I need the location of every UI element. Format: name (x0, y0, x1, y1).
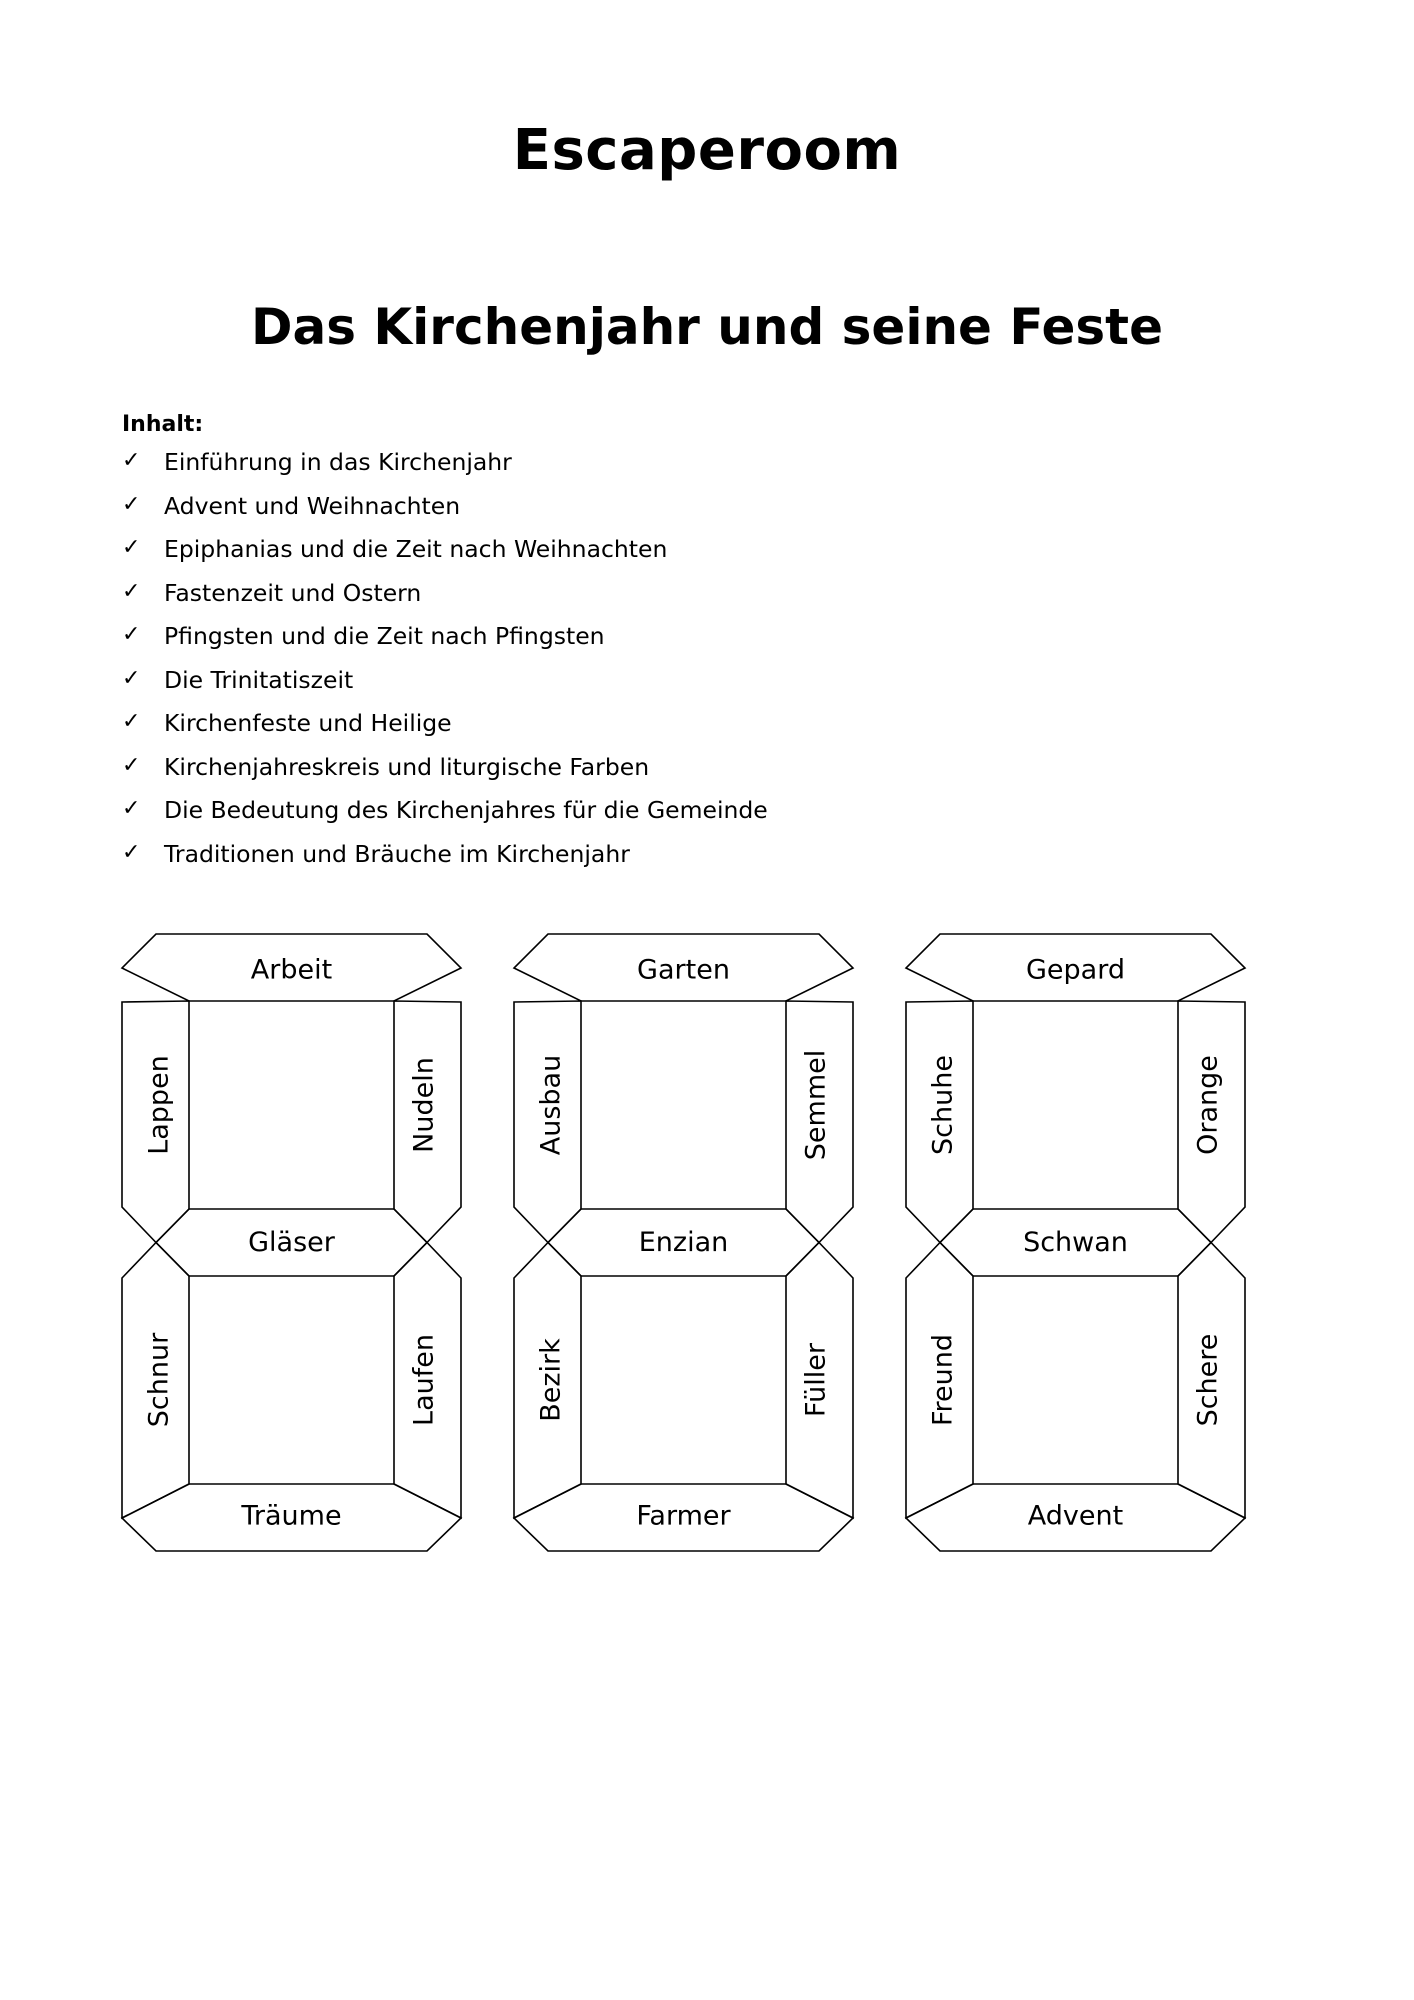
segment-label-middle: Enzian (638, 1227, 729, 1258)
segment-middle (940, 1209, 1211, 1276)
list-item (122, 796, 768, 840)
segment-top (906, 934, 1245, 1001)
list-item-label: Traditionen und Bräuche im Kirchenjahr (164, 839, 630, 868)
segment-label-bottom: Träume (241, 1500, 342, 1532)
segment-top (122, 934, 461, 1001)
segment-lower-right (1178, 1243, 1245, 1519)
document-subtitle: Das Kirchenjahr und seine Feste (251, 298, 1163, 356)
segment-label-lower-left: Freund (927, 1333, 959, 1427)
segment-lower-right (786, 1243, 853, 1519)
check-icon: ✓ (122, 752, 141, 778)
segment-top (514, 934, 853, 1001)
content-label: Inhalt: (122, 412, 204, 437)
list-item (122, 535, 768, 579)
digit-puzzle (906, 934, 1245, 1551)
list-item-label: Kirchenjahreskreis und liturgische Farben (164, 752, 650, 781)
segment-middle (548, 1209, 819, 1276)
check-icon: ✓ (122, 839, 141, 865)
segment-upper-right (394, 1001, 461, 1243)
segment-label-upper-right: Nudeln (408, 1057, 440, 1153)
list-item (122, 492, 768, 536)
list-item-label: Advent und Weihnachten (164, 491, 461, 520)
list-item (122, 579, 768, 623)
segment-lower-right (394, 1243, 461, 1519)
segment-label-bottom: Farmer (636, 1500, 731, 1532)
digit-puzzle (514, 934, 853, 1551)
list-item (122, 709, 768, 753)
list-item-label: Kirchenfeste und Heilige (164, 709, 452, 737)
segment-label-middle: Schwan (1023, 1227, 1128, 1258)
segment-label-top: Arbeit (250, 954, 333, 986)
segment-label-lower-right: Füller (800, 1343, 832, 1417)
segment-lower-left (122, 1243, 189, 1519)
segment-label-lower-left: Bezirk (535, 1338, 567, 1422)
list-item-label: Die Bedeutung des Kirchenjahres für die Gemeinde (164, 796, 768, 824)
segment-upper-left (514, 1001, 581, 1243)
segment-label-bottom: Advent (1027, 1500, 1124, 1532)
segment-label-lower-right: Laufen (408, 1334, 440, 1426)
check-icon: ✓ (122, 578, 141, 604)
segment-middle (156, 1209, 427, 1276)
list-item-label: Fastenzeit und Ostern (164, 578, 422, 607)
check-icon: ✓ (122, 622, 141, 647)
segment-label-top: Garten (637, 954, 730, 986)
digit-puzzle (122, 934, 461, 1551)
segment-upper-right (1178, 1001, 1245, 1243)
check-icon: ✓ (122, 709, 141, 734)
segment-label-upper-left: Lappen (143, 1055, 175, 1155)
segment-upper-right (786, 1001, 853, 1243)
document-title: Escaperoom (512, 118, 902, 183)
segment-label-lower-right: Schere (1192, 1333, 1224, 1427)
segment-lower-left (906, 1243, 973, 1519)
list-item-label: Pfingsten und die Zeit nach Pfingsten (164, 622, 605, 650)
list-item (122, 666, 768, 710)
check-icon: ✓ (122, 665, 141, 691)
content-list (122, 448, 768, 883)
segment-label-upper-right: Orange (1192, 1055, 1224, 1155)
segment-bottom (514, 1484, 853, 1551)
segment-label-upper-left: Ausbau (535, 1054, 567, 1156)
list-item (122, 840, 768, 884)
segment-label-middle: Gläser (248, 1227, 335, 1258)
list-item-label: Die Trinitatiszeit (164, 665, 354, 694)
check-icon: ✓ (122, 535, 141, 560)
segment-bottom (906, 1484, 1245, 1551)
segment-label-lower-left: Schnur (143, 1332, 175, 1428)
segment-lower-left (514, 1243, 581, 1519)
list-item-label: Epiphanias und die Zeit nach Weihnachten (164, 535, 668, 563)
segment-label-upper-left: Schuhe (927, 1055, 959, 1155)
check-icon: ✓ (122, 491, 141, 517)
segment-upper-left (906, 1001, 973, 1243)
check-icon: ✓ (122, 796, 141, 821)
list-item (122, 622, 768, 666)
segment-label-upper-right: Semmel (800, 1049, 832, 1161)
list-item (122, 753, 768, 797)
segment-upper-left (122, 1001, 189, 1243)
segment-label-top: Gepard (1026, 954, 1125, 986)
list-item (122, 448, 768, 492)
check-icon: ✓ (122, 448, 141, 473)
segment-bottom (122, 1484, 461, 1551)
list-item-label: Einführung in das Kirchenjahr (164, 448, 512, 476)
